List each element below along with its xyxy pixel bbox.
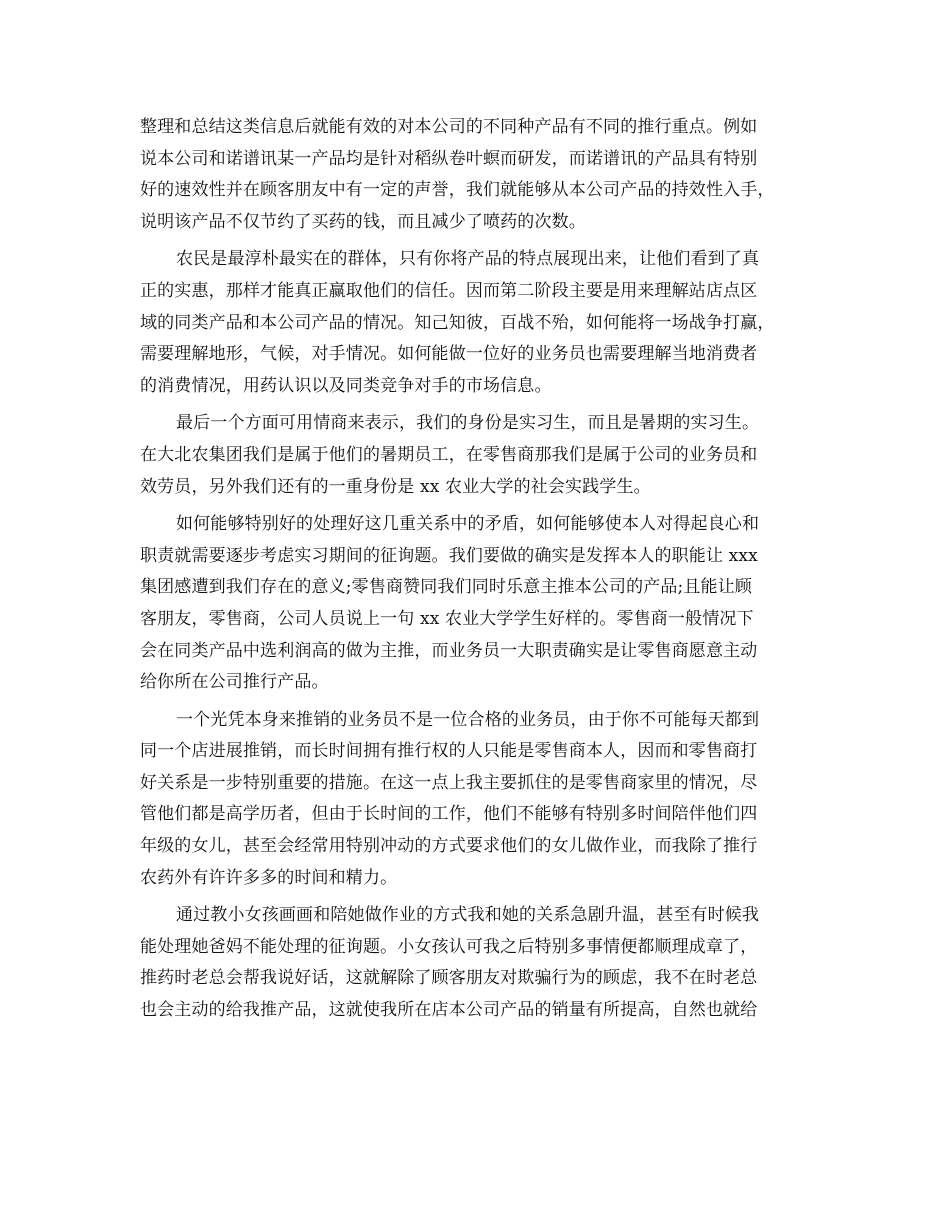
- paragraph-6: [140, 900, 822, 1026]
- text-line: 推药时老总会帮我说好话，这就解除了顾客朋友对欺骗行为的顾虑，我不在时老总: [140, 968, 758, 989]
- text-line: 能处理她爸妈不能处理的征询题。小女孩认可我之后特别多事情便都顺理成章了，: [140, 936, 758, 957]
- text-line: 管他们都是高学历者，但由于长时间的工作，他们不能够有特别多时间陪伴他们四: [140, 804, 758, 825]
- text-line: 会在同类产品中选利润高的做为主推，而业务员一大职责确实是让零售商愿意主动: [140, 640, 758, 661]
- text-line: 如何能够特别好的处理好这几重关系中的矛盾，如何能够使本人对得起良心和: [176, 514, 760, 535]
- text-line: 年级的女儿，甚至会经常用特别冲动的方式要求他们的女儿做作业，而我除了推行: [140, 836, 758, 857]
- text-line: 也会主动的给我推产品，这就使我所在店本公司产品的销量有所提高，自然也就给: [140, 1000, 758, 1021]
- text-line: 最后一个方面可用情商来表示，我们的身份是实习生，而且是暑期的实习生。: [176, 413, 760, 434]
- text-line: 客朋友，零售商，公司人员说上一句 xx 农业大学学生好样的。零售商一般情况下: [140, 608, 754, 629]
- text-line: 通过教小女孩画画和陪她做作业的方式我和她的关系急剧升温，甚至有时候我: [176, 905, 760, 926]
- paragraph-5: [140, 705, 822, 895]
- text-line: 同一个店进展推销，而长时间拥有推行权的人只能是零售商本人，因而和零售商打: [140, 741, 758, 762]
- text-line: 农药外有许许多多的时间和精力。: [140, 867, 398, 888]
- text-line: 农民是最淳朴最实在的群体，只有你将产品的特点展现出来，让他们看到了真: [176, 249, 760, 270]
- text-line: 的消费情况，用药认识以及同类竞争对手的市场信息。: [140, 375, 552, 396]
- document-body: [140, 112, 822, 1027]
- text-line: 集团感遭到我们存在的意义;零售商赞同我们同时乐意主推本公司的产品;且能让顾: [140, 577, 753, 598]
- text-line: 好关系是一步特别重要的措施。在这一点上我主要抓住的是零售商家里的情况，尽: [140, 772, 758, 793]
- text-line: 整理和总结这类信息后就能有效的对本公司的不同种产品有不同的推行重点。例如: [140, 117, 758, 137]
- text-line: 域的同类产品和本公司产品的情况。知己知彼，百战不殆，如何能将一场战争打赢，: [140, 312, 775, 333]
- text-line: 给你所在公司推行产品。: [140, 672, 329, 693]
- text-line: 需要理解地形，气候，对手情况。如何能做一位好的业务员也需要理解当地消费者: [140, 344, 758, 365]
- paragraph-3: [140, 408, 822, 503]
- paragraph-4: [140, 509, 822, 699]
- text-line: 职责就需要逐步考虑实习期间的征询题。我们要做的确实是发挥本人的职能让 xxx: [140, 545, 758, 566]
- text-line: 效劳员，另外我们还有的一重身份是 xx 农业大学的社会实践学生。: [140, 476, 651, 497]
- text-line: 说明该产品不仅节约了买药的钱，而且减少了喷药的次数。: [140, 211, 586, 232]
- text-line: 正的实惠，那样才能真正赢取他们的信任。因而第二阶段主要是用来理解站店点区: [140, 280, 758, 301]
- paragraph-2: [140, 244, 822, 402]
- text-line: 好的速效性并在顾客朋友中有一定的声誉，我们就能够从本公司产品的持效性入手，: [140, 180, 775, 201]
- text-line: 在大北农集团我们是属于他们的暑期员工，在零售商那我们是属于公司的业务员和: [140, 444, 758, 465]
- text-line: 说本公司和诺谱讯某一产品均是针对稻纵卷叶螟而研发，而诺谱讯的产品具有特别: [140, 148, 758, 169]
- text-line: 一个光凭本身来推销的业务员不是一位合格的业务员，由于你不可能每天都到: [176, 709, 760, 730]
- paragraph-1: [140, 112, 822, 238]
